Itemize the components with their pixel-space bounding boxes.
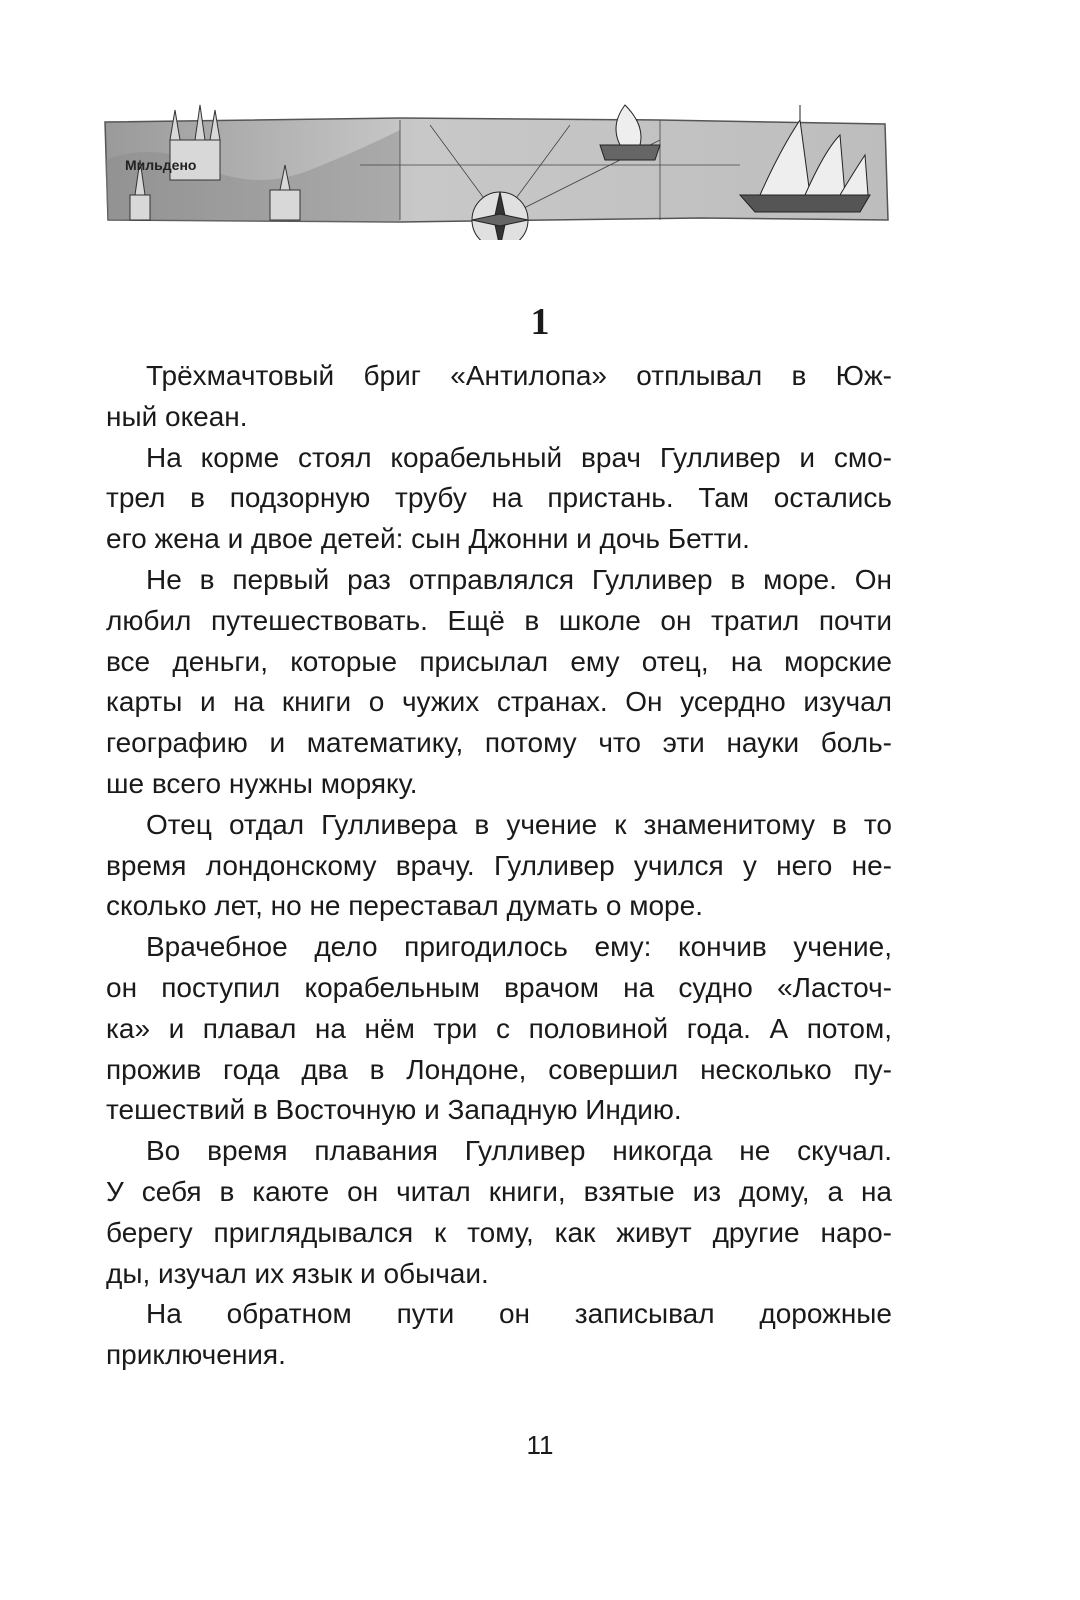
text-line: У себя в каюте он читал книги, взятые из дому, а на [106, 1175, 892, 1207]
paragraph [106, 927, 892, 1131]
map-illustration [100, 100, 890, 240]
text-line: он поступил корабельным врачом на судно «Ласточ- [106, 971, 892, 1003]
text-line: На корме стоял корабельный врач Гулливер и смо- [146, 441, 892, 473]
text-line: берегу приглядывался к тому, как живут другие наро- [106, 1216, 892, 1248]
text-line: ды, изучал их язык и обычаи. [106, 1257, 489, 1289]
paragraph [106, 560, 892, 805]
paragraph [106, 356, 892, 438]
paragraph [106, 438, 892, 560]
text-line: Трёхмачтовый бриг «Антилопа» отплывал в Юж- [146, 360, 892, 391]
text-line: Врачебное дело пригодилось ему: кончив учение, [146, 931, 892, 963]
text-line: ка» и плавал на нём три с половиной года. А потом, [106, 1012, 892, 1044]
paragraph [106, 805, 892, 927]
text-line: На обратном пути он записывал дорожные [146, 1298, 892, 1330]
text-line: любил путешествовать. Ещё в школе он тратил почти [106, 604, 892, 636]
text-line: прожив года два в Лондоне, совершил несколько пу- [106, 1053, 892, 1085]
paragraph [106, 1294, 892, 1376]
text-line: трел в подзорную трубу на пристань. Там остались [106, 482, 892, 514]
text-line: ше всего нужны моряку. [106, 767, 418, 799]
page-number: 11 [526, 1430, 554, 1460]
text-line: время лондонскому врачу. Гулливер учился у него не- [106, 849, 892, 881]
text-line: все деньги, которые присылал ему отец, на морские [106, 645, 892, 677]
paragraph [106, 1131, 892, 1294]
text-line: ный океан. [106, 400, 248, 432]
text-line: Во время плавания Гулливер никогда не скучал. [146, 1135, 892, 1167]
text-line: тешествий в Восточную и Западную Индию. [106, 1094, 682, 1126]
body-text [106, 356, 892, 1376]
text-line: карты и на книги о чужих странах. Он усердно изучал [106, 686, 892, 718]
map-label: Мильдено [125, 157, 197, 173]
text-line: его жена и двое детей: сын Джонни и дочь Бетти. [106, 523, 750, 555]
text-line: приключения. [106, 1339, 286, 1371]
chapter-number: 1 [530, 301, 550, 343]
text-line: географию и математику, потому что эти науки боль- [106, 727, 892, 759]
text-line: Не в первый раз отправлялся Гулливер в море. Он [146, 563, 892, 595]
text-line: сколько лет, но не переставал думать о море. [106, 890, 703, 922]
text-line: Отец отдал Гулливера в учение к знаменитому в то [146, 808, 892, 840]
